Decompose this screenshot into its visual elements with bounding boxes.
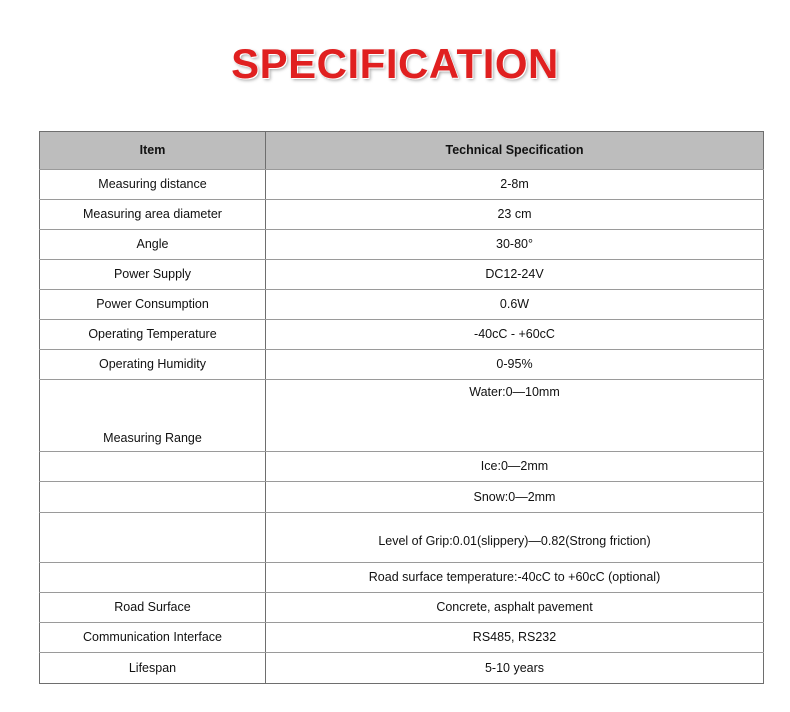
row-label: Measuring area diameter: [40, 200, 266, 230]
table-row: [40, 482, 764, 513]
table-row: [40, 563, 764, 593]
table-row: [40, 290, 764, 320]
row-value: 0-95%: [266, 350, 764, 380]
row-label: Power Supply: [40, 260, 266, 290]
table-row: [40, 230, 764, 260]
table-header-row: [40, 132, 764, 170]
table-row: [40, 320, 764, 350]
empty-cell: [40, 563, 266, 593]
row-value: 2-8m: [266, 170, 764, 200]
column-header-technical-specification: Technical Specification: [266, 132, 764, 170]
row-label: Operating Humidity: [40, 350, 266, 380]
table-row-measuring-range: [40, 380, 764, 452]
page-title: SPECIFICATION: [231, 40, 559, 87]
row-value: -40cC - +60cC: [266, 320, 764, 350]
row-value: Ice:0—2mm: [266, 452, 764, 482]
table-row: [40, 452, 764, 482]
table-row: [40, 170, 764, 200]
row-value: 30-80°: [266, 230, 764, 260]
row-value: DC12-24V: [266, 260, 764, 290]
empty-cell: [40, 482, 266, 513]
row-value: 0.6W: [266, 290, 764, 320]
table-row: [40, 350, 764, 380]
row-label: Operating Temperature: [40, 320, 266, 350]
column-header-item: Item: [40, 132, 266, 170]
row-label-measuring-range: Measuring Range: [40, 380, 266, 452]
row-label: Lifespan: [40, 653, 266, 684]
row-value: Snow:0—2mm: [266, 482, 764, 513]
table-row: [40, 593, 764, 623]
table-row: [40, 653, 764, 684]
table-row: [40, 200, 764, 230]
empty-cell: [40, 513, 266, 563]
row-value: Concrete, asphalt pavement: [266, 593, 764, 623]
row-label: Angle: [40, 230, 266, 260]
row-value: RS485, RS232: [266, 623, 764, 653]
row-value: Road surface temperature:-40cC to +60cC (optional): [266, 563, 764, 593]
specification-table: [39, 131, 764, 684]
empty-cell: [40, 452, 266, 482]
row-label: Measuring distance: [40, 170, 266, 200]
row-value: Water:0—10mm: [266, 380, 764, 452]
row-label: Communication Interface: [40, 623, 266, 653]
row-label: Power Consumption: [40, 290, 266, 320]
table-row: [40, 260, 764, 290]
table-row: [40, 623, 764, 653]
row-value: 23 cm: [266, 200, 764, 230]
row-value: 5-10 years: [266, 653, 764, 684]
row-label: Road Surface: [40, 593, 266, 623]
table-row: [40, 513, 764, 563]
row-value: Level of Grip:0.01(slippery)—0.82(Strong friction): [266, 513, 764, 563]
